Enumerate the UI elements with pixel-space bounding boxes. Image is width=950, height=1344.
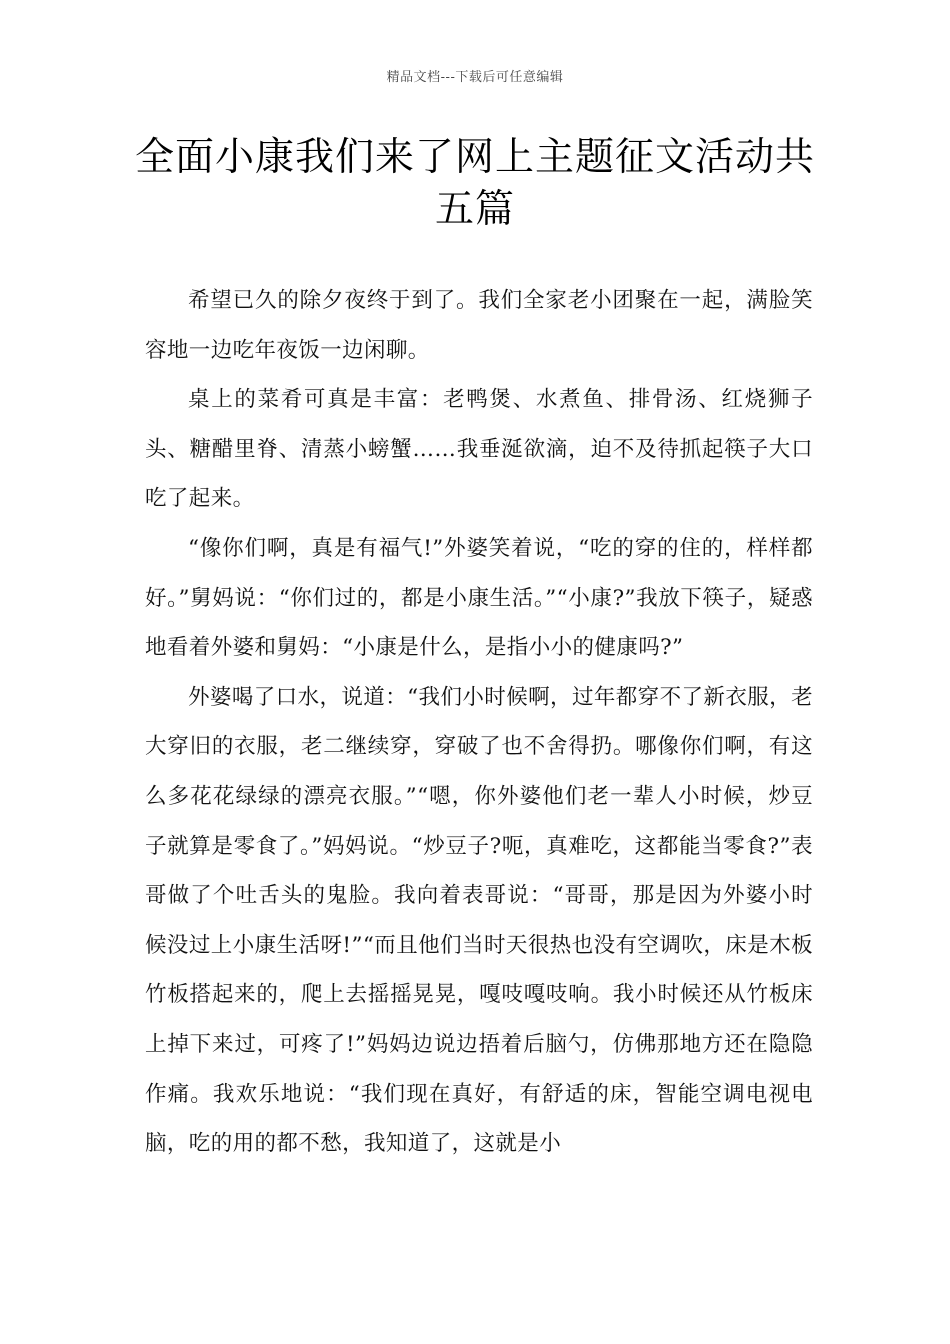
- document-title: [120, 132, 830, 236]
- document-title-line-1: 全面小康我们来了网上主题征文活动共: [134, 135, 815, 180]
- paragraph: 外婆喝了口水，说道：“我们小时候啊，过年都穿不了新衣服，老大穿旧的衣服，老二继续穿，穿破了也不舍得扔。哪像你们啊，有这么多花花绿绿的漂亮衣服。”“嗯，你外婆他们老一辈人小时候，炒豆子就算是零食了。”妈妈说。“炒豆子?呃，真难吃，这都能当零食?”表哥做了个吐舌头的鬼脸。我向着表哥说：“哥哥，那是因为外婆小时候没过上小康生活呀!”“而且他们当时天很热也没有空调吹，床是木板竹板搭起来的，爬上去摇摇晃晃，嘎吱嘎吱响。我小时候还从竹板床上掉下来过，可疼了!”妈妈边说边捂着后脑勺，仿佛那地方还在隐隐作痛。我欢乐地说：“我们现在真好，有舒适的床，智能空调电视电脑，吃的用的都不愁，我知道了，这就是小: [145, 684, 813, 1157]
- document-title-line-2: 五篇: [434, 187, 515, 232]
- paragraph: 桌上的菜肴可真是丰富：老鸭煲、水煮鱼、排骨汤、红烧狮子头、糖醋里脊、清蒸小螃蟹……我垂涎欲滴，迫不及待抓起筷子大口吃了起来。: [145, 387, 813, 512]
- document-body: [145, 276, 813, 1169]
- paragraph: “像你们啊，真是有福气!”外婆笑着说，“吃的穿的住的，样样都好。”舅妈说：“你们过的，都是小康生活。”“小康?”我放下筷子，疑惑地看着外婆和舅妈：“小康是什么，是指小小的健康吗?”: [145, 535, 813, 661]
- page-header: 精品文档---下载后可任意编辑: [386, 70, 564, 85]
- paragraph: 希望已久的除夕夜终于到了。我们全家老小团聚在一起，满脸笑容地一边吃年夜饭一边闲聊。: [145, 288, 813, 363]
